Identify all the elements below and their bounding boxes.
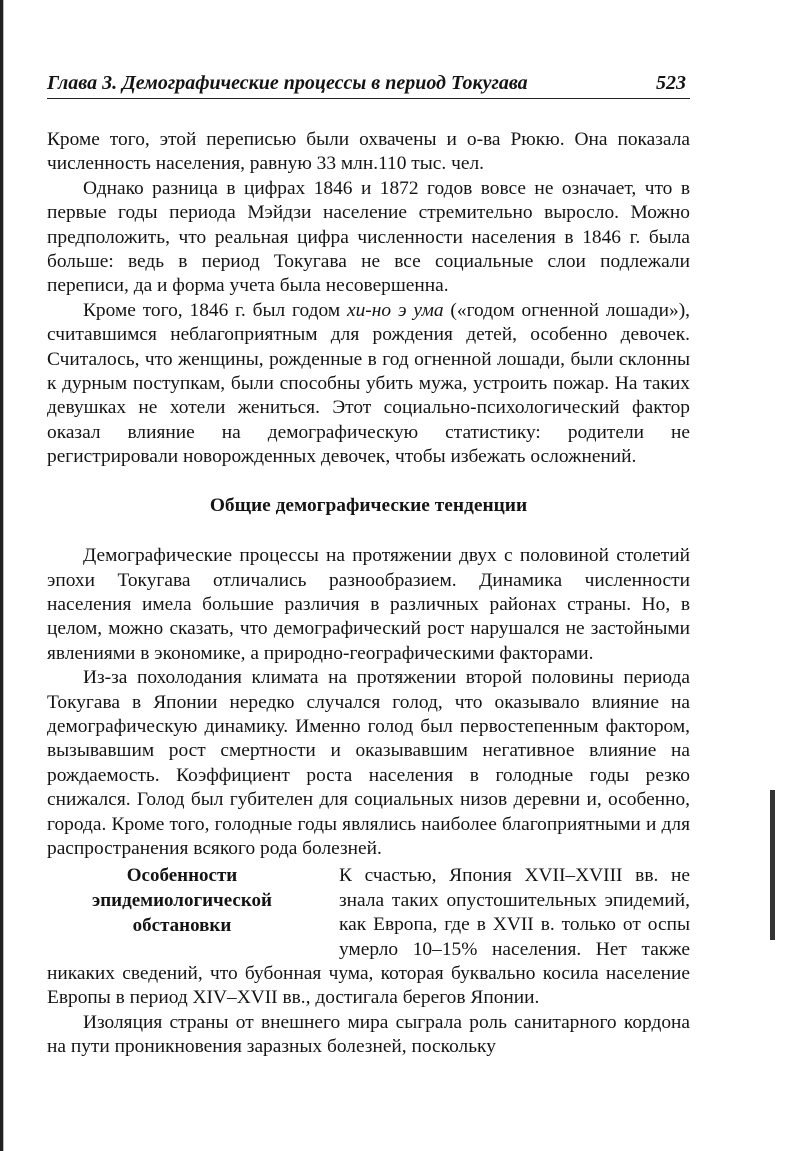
page-body bbox=[47, 128, 690, 1060]
section-heading: Общие демографические тенденции bbox=[209, 494, 528, 516]
page-number: 523 bbox=[656, 72, 686, 94]
scan-mark-right bbox=[770, 790, 775, 940]
japanese-term: хи-но э ума bbox=[347, 299, 444, 321]
paragraph-3 bbox=[47, 299, 690, 470]
paragraph-2: Однако разница в цифрах 1846 и 1872 годов вовсе не означает, что в первые годы периода Мэйдзи население стремительно выросло. Можно предположить, что реальная цифра численности населения в 1846 г. была больше: ведь в период Токугава не все социальные слои подлежали переписи, да и форма учета была несовершенна. bbox=[47, 177, 690, 297]
chapter-title: Глава 3. Демографические процессы в период Токугава bbox=[47, 72, 528, 94]
last-paragraph: Изоляция страны от внешнего мира сыграла роль санитарного кордона на пути проникновения заразных болезней, поскольку bbox=[47, 1011, 690, 1058]
scan-edge-left bbox=[0, 0, 6, 1151]
side-heading: Особенности эпидемиологической обстановки bbox=[92, 865, 272, 937]
section-paragraph-1: Демографические процессы на протяжении двух с половиной столетий эпохи Токугава отличались разнообразием. Динамика численности населения имела большие различия в различных районах страны. Но, в целом, можно сказать, что демографический рост нарушался не застойными явлениями в экономике, а природно-географическими факторами. bbox=[47, 545, 690, 664]
running-header bbox=[47, 68, 690, 99]
side-paragraph: К счастью, Япония XVII–XVIII вв. не знала таких опустошительных эпидемий, как Европа, где в XVII в. только от оспы умерло 10–15% населения. Нет также никаких сведений, что бубонная чума, которая буквально косила население Европы в период XIV–XVII вв., достигала берегов Японии. bbox=[47, 865, 690, 1009]
section-paragraph-2: Из-за похолодания климата на протяжении второй половины периода Токугава в Японии нередко случался голод, что оказывало влияние на демографическую динамику. Именно голод был первостепенным фактором, вызывавшим рост смертности и оказывавшим негативное влияние на рождаемость. Коэффициент роста населения в голодные годы резко снижался. Голод был губителен для социальных низов деревни и, особенно, города. Кроме того, голодные годы являлись наиболее благоприятными и для распространения всякого рода болезней. bbox=[47, 667, 690, 859]
paragraph-3-before-term: Кроме того, 1846 г. был годом bbox=[83, 299, 347, 321]
paragraph-1: Кроме того, этой переписью были охвачены и о-ва Рюкю. Она показала численность населения, равную 33 млн.110 тыс. чел. bbox=[47, 129, 690, 175]
paragraph-3-after-term: («годом огненной лошади»), считавшимся неблагоприятным для рождения детей, особенно девочек. Считалось, что женщины, рожденные в год огненной лошади, были склонны к дурным поступкам, были способны убить мужа, устроить пожар. На таких девушках не хотели жениться. Этот социально-психологический фактор оказал влияние на демографическую статистику: родители не регистрировали новорожденных девочек, чтобы избежать осложнений. bbox=[47, 299, 690, 468]
